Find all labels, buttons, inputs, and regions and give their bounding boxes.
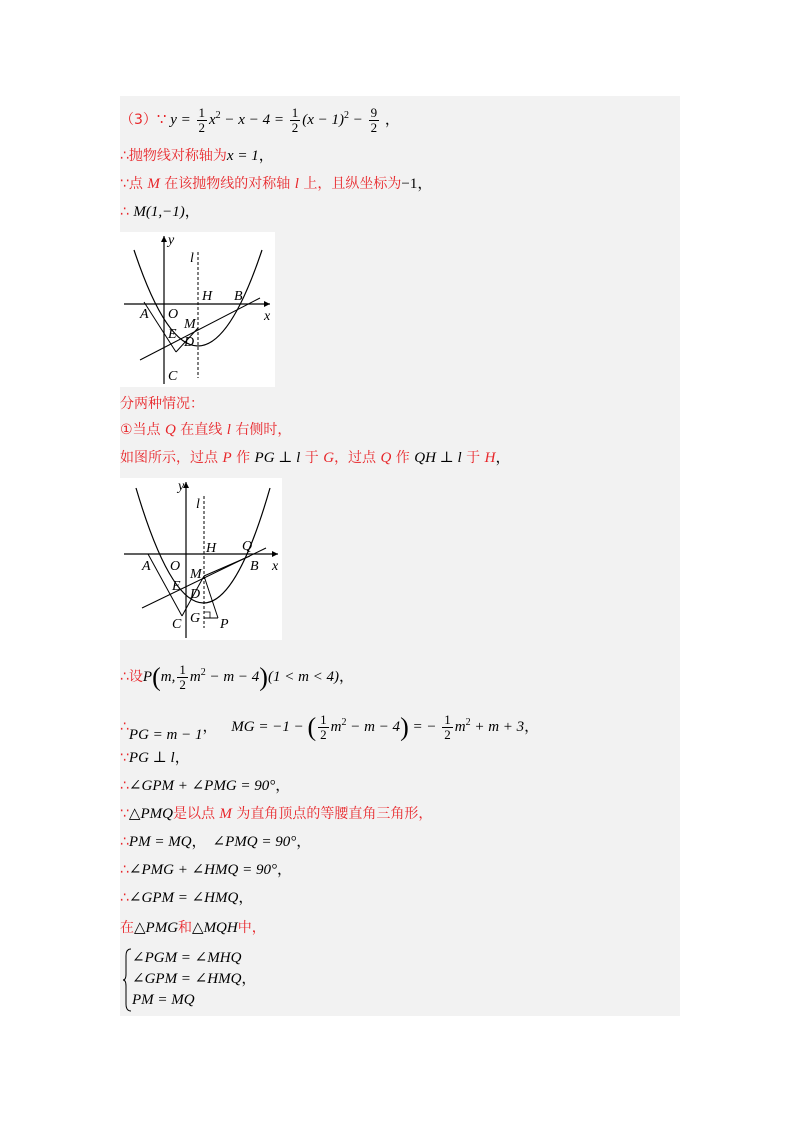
frac1-num: 1	[320, 712, 327, 728]
fraction	[177, 663, 188, 692]
line-7	[120, 448, 510, 468]
point-G: G	[323, 450, 335, 466]
therefore: ∴	[120, 890, 129, 906]
label-O: O	[170, 559, 181, 574]
punct: ，	[238, 890, 254, 906]
mg-value	[231, 712, 525, 743]
point-M: M	[147, 176, 160, 192]
line-5	[120, 394, 204, 414]
figure-1-svg	[120, 232, 275, 387]
line-16	[120, 918, 266, 938]
mg-a: MG = −1 −	[231, 719, 308, 735]
x-arrow	[272, 551, 278, 557]
system-row-1: ∠PGM = ∠MHQ	[132, 950, 242, 966]
figure-2-svg	[120, 478, 282, 640]
expr-b: x	[209, 112, 216, 128]
line-l: l	[294, 176, 299, 192]
text-a: 如图所示，过点	[120, 450, 223, 466]
pg-value: PG = m − 1	[128, 727, 203, 743]
text-c: 上，且纵坐标为	[298, 176, 402, 192]
label-M: M	[190, 567, 202, 582]
frac-den: 2	[179, 677, 186, 693]
mg-d: = −	[408, 719, 441, 735]
punct: ，	[258, 148, 274, 164]
exponent: 2	[200, 667, 206, 678]
line-1	[120, 106, 400, 135]
angle-pmq: ∠PMQ = 90°	[212, 834, 297, 850]
text-b: 在直线	[175, 422, 227, 438]
lparen: (	[152, 662, 161, 692]
pg-perp: PG ⊥ l	[128, 750, 175, 766]
m: m	[189, 669, 201, 685]
range: (1 < m < 4)	[267, 669, 340, 685]
mg-f: + m + 3	[470, 719, 525, 735]
line-13	[120, 832, 311, 852]
fraction-3	[369, 106, 380, 135]
m2: m	[454, 719, 466, 735]
punct: ，	[296, 834, 312, 850]
label-C: C	[168, 369, 178, 384]
label-l: l	[190, 251, 194, 266]
line-l: l	[226, 422, 231, 438]
label-H: H	[202, 289, 213, 304]
point-H: H	[484, 450, 496, 466]
frac2-den: 2	[291, 120, 299, 136]
line-4	[120, 202, 200, 222]
triangle-PMQ: △PMQ	[128, 806, 173, 822]
rest: − m − 4	[205, 669, 260, 685]
text-b: 作	[231, 450, 255, 466]
equation-y	[170, 105, 385, 136]
line-10	[120, 748, 190, 768]
text-b: 和	[178, 920, 193, 936]
value: −1	[401, 176, 418, 192]
exponent-2: 2	[465, 717, 471, 728]
label-A: A	[142, 559, 151, 574]
point-M-coords: M(1,−1)	[133, 204, 185, 220]
therefore: ∴	[120, 862, 129, 878]
x-arrow	[264, 301, 270, 307]
because: ∵	[120, 750, 129, 766]
punct: ，	[495, 450, 511, 466]
expr-e: −	[348, 112, 367, 128]
label-A: A	[140, 307, 149, 322]
label-E: E	[168, 327, 177, 342]
left-brace	[122, 948, 132, 1012]
point-Q: Q	[380, 450, 392, 466]
label-O: O	[168, 307, 179, 322]
label-x: x	[272, 559, 279, 574]
line-15	[120, 888, 253, 908]
text-f: 于	[461, 450, 485, 466]
line-8	[120, 656, 355, 693]
triangle-MQH: △MQH	[192, 920, 238, 936]
line-14	[120, 860, 292, 880]
frac2-num: 1	[291, 105, 299, 121]
label-M: M	[184, 317, 196, 332]
frac3-den: 2	[370, 120, 378, 136]
punct: ，	[174, 750, 190, 766]
expr-c: − x − 4 =	[220, 112, 288, 128]
m: m	[330, 719, 342, 735]
text-c: 中，	[237, 920, 266, 936]
m-coord: m,	[160, 669, 176, 685]
frac1-den: 2	[198, 120, 205, 136]
lparen: (	[307, 712, 317, 742]
therefore: ∴	[120, 778, 129, 794]
punct: ，	[276, 862, 292, 878]
point-Q: Q	[165, 422, 176, 438]
system-row-2-wrap	[132, 969, 256, 990]
let-text: ∴设	[120, 669, 143, 685]
therefore: ∴	[120, 834, 129, 850]
fraction-2	[442, 713, 453, 742]
because-symbol: ∵	[156, 112, 167, 128]
frac1-den: 2	[320, 727, 327, 743]
point-P: P	[222, 450, 232, 466]
sep: ，	[202, 719, 218, 735]
label-y: y	[178, 479, 185, 494]
punct: ，	[384, 112, 400, 128]
pg-perp: PG ⊥ l	[254, 450, 301, 466]
text-a: ①当点	[120, 422, 166, 438]
label-H: H	[206, 541, 217, 556]
angle-sum: ∠GPM + ∠PMG = 90°	[128, 778, 276, 794]
line-3	[120, 174, 432, 194]
P: P	[142, 669, 153, 685]
label-y: y	[168, 233, 175, 248]
text-e: 作	[391, 450, 415, 466]
system-row-2: ∠GPM = ∠HMQ	[132, 971, 242, 987]
fraction-1	[197, 106, 208, 135]
label-B: B	[250, 559, 259, 574]
expr-d: (x − 1)	[302, 112, 344, 128]
punct: ，	[275, 778, 291, 794]
exponent: 2	[215, 110, 221, 121]
text-c: 于	[300, 450, 324, 466]
frac3-num: 9	[370, 105, 378, 121]
text-a: ∵点	[120, 176, 148, 192]
line-2	[120, 146, 274, 166]
punct: ，	[417, 176, 433, 192]
line-9	[120, 706, 540, 743]
y-arrow	[161, 236, 167, 242]
punct: ，	[524, 719, 540, 735]
axis-equation: x = 1	[226, 148, 259, 164]
rparen: )	[259, 662, 268, 692]
label-B: B	[234, 289, 243, 304]
line-MQ	[204, 556, 250, 576]
frac2-den: 2	[444, 727, 451, 743]
point-M: M	[219, 806, 232, 822]
sep: ，	[191, 834, 207, 850]
angle-eq: ∠GPM = ∠HMQ	[128, 890, 239, 906]
two-cases: 分两种情况：	[120, 396, 204, 412]
axis-text: ∴抛物线对称轴为	[120, 148, 227, 164]
label-E: E	[172, 579, 181, 594]
text-b: 在该抛物线的对称轴	[159, 176, 295, 192]
right-angle-mark	[204, 612, 210, 618]
system-row-3: PM = MQ	[132, 992, 195, 1008]
because: ∵	[120, 806, 129, 822]
text-b: 是以点	[172, 806, 220, 822]
angle-sum-2: ∠PMG + ∠HMQ = 90°	[128, 862, 277, 878]
qh-perp: QH ⊥ l	[414, 450, 462, 466]
rparen: )	[400, 712, 409, 742]
text-c: 右侧时，	[230, 422, 292, 438]
exponent: 2	[341, 717, 347, 728]
fraction-1	[318, 713, 329, 742]
punct: ，	[184, 204, 200, 220]
text-c: 为直角顶点的等腰直角三角形，	[231, 806, 433, 822]
point-P-def	[142, 662, 340, 693]
label-D: D	[190, 587, 201, 602]
label-P: P	[220, 617, 229, 632]
figure-1	[120, 232, 275, 387]
therefore: ∴	[120, 719, 129, 735]
frac-num: 1	[179, 662, 186, 678]
mg-c: − m − 4	[346, 719, 401, 735]
part-label: （3）	[120, 112, 157, 128]
label-l: l	[196, 497, 200, 512]
label-G: G	[190, 611, 201, 626]
punct: ，	[339, 669, 355, 685]
punct: ，	[241, 971, 257, 987]
expr-a: y =	[170, 112, 195, 128]
figure-2	[120, 478, 282, 640]
label-C: C	[172, 617, 182, 632]
frac2-num: 1	[444, 712, 451, 728]
line-6	[120, 420, 291, 440]
solution-panel	[120, 96, 680, 1016]
line-12	[120, 804, 432, 824]
label-x: x	[264, 309, 271, 324]
line-11	[120, 776, 290, 796]
frac1-num: 1	[198, 105, 205, 121]
exponent-2: 2	[343, 110, 349, 121]
pm-eq-mq: PM = MQ	[128, 834, 192, 850]
text-d: ，过点	[334, 450, 381, 466]
text-a: 在	[120, 920, 134, 936]
label-D: D	[184, 335, 195, 350]
triangle-PMG: △PMG	[134, 920, 179, 936]
label-Q: Q	[242, 539, 253, 554]
therefore: ∴	[120, 204, 134, 220]
fraction-2	[290, 106, 301, 135]
